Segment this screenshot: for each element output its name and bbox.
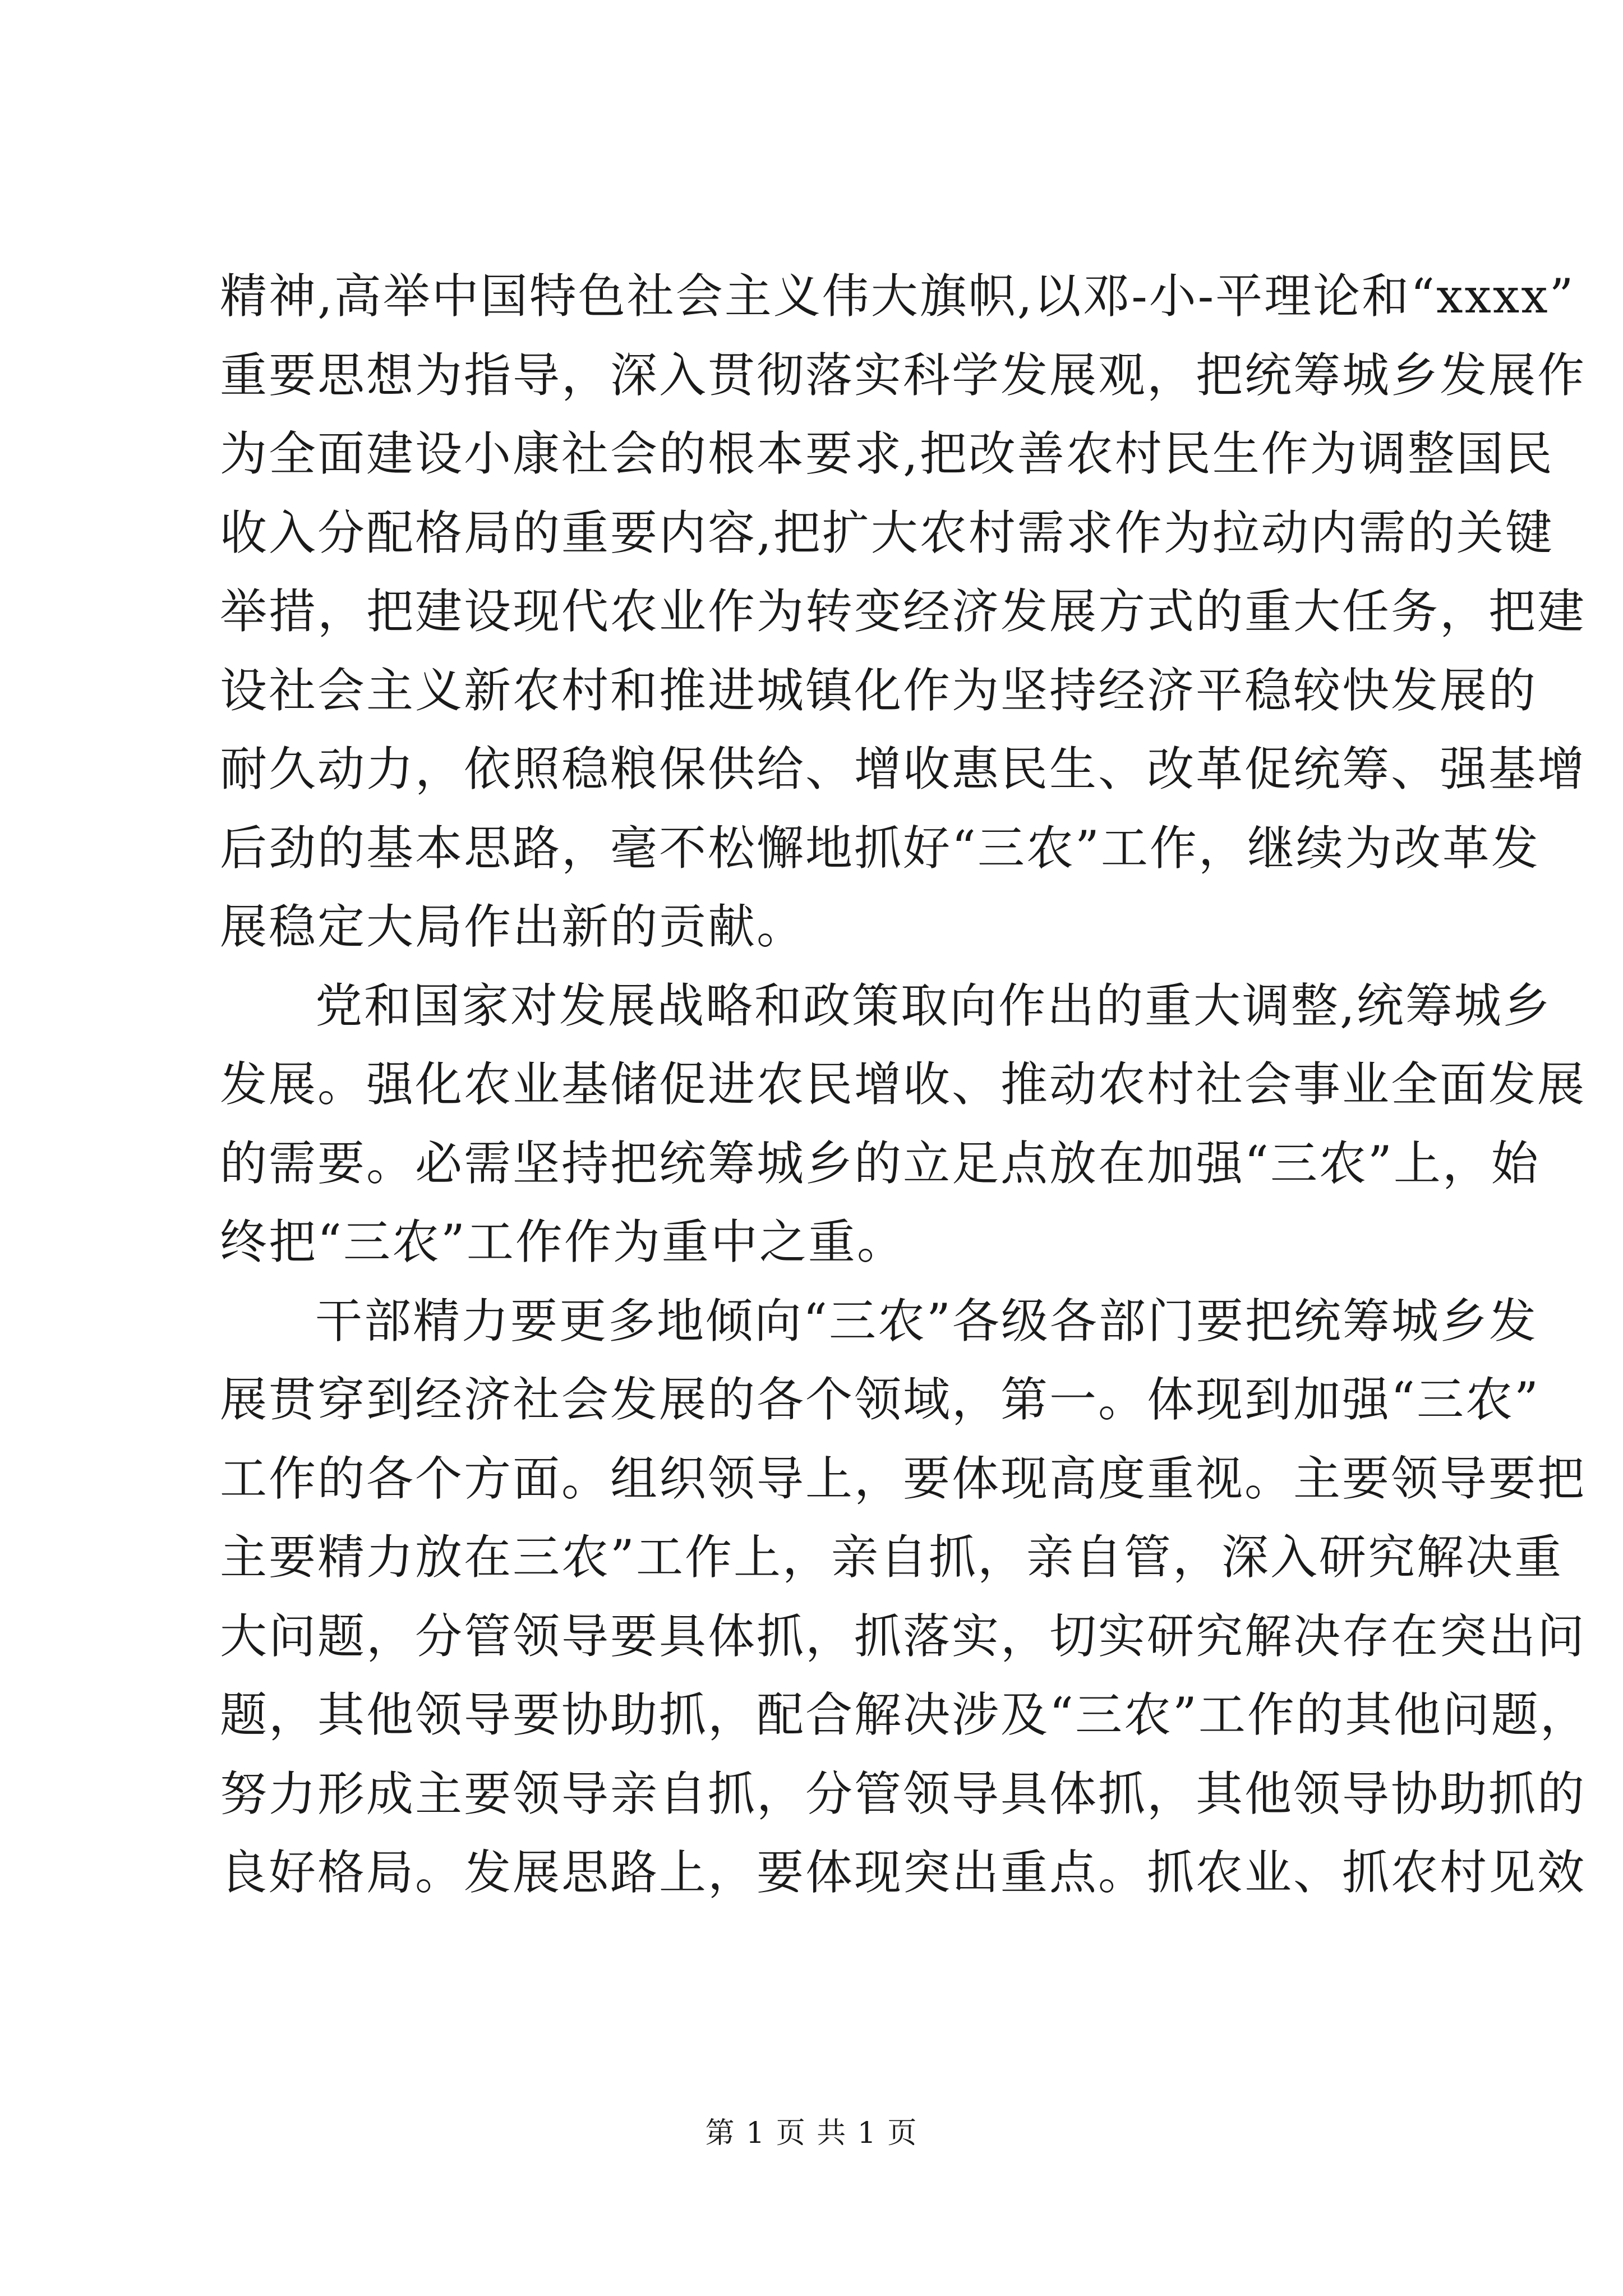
- text-line: 展稳定大局作出新的贡献。: [220, 899, 806, 954]
- document-body: [220, 257, 1589, 1912]
- text-line: 主要精力放在三农”工作上，亲自抓，亲自管，深入研究解决重: [220, 1530, 1563, 1585]
- text-line: 设社会主义新农村和推进城镇化作为坚持经济平稳较快发展的: [220, 662, 1538, 718]
- text-line: 努力形成主要领导亲自抓，分管领导具体抓，其他领导协助抓的: [220, 1766, 1587, 1821]
- paragraph: [220, 967, 1587, 1282]
- text-line: 党和国家对发展战略和政策取向作出的重大调整,统筹城乡: [315, 978, 1552, 1033]
- text-line: 终把“三农”工作作为重中之重。: [220, 1214, 906, 1269]
- text-line: 展贯穿到经济社会发展的各个领域，第一。体现到加强“三农”: [220, 1372, 1540, 1427]
- text-line: 为全面建设小康社会的根本要求,把改善农村民生作为调整国民: [220, 426, 1554, 481]
- paragraph: [220, 257, 1587, 967]
- text-line: 干部精力要更多地倾向“三农”各级各部门要把统筹城乡发: [315, 1293, 1538, 1349]
- paragraph: [220, 1282, 1589, 1912]
- text-line: 精神,高举中国特色社会主义伟大旗帜,以邓-小-平理论和“xxxx”: [220, 269, 1575, 324]
- text-line: 的需要。必需坚持把统筹城乡的立足点放在加强“三农”上，始: [220, 1135, 1540, 1191]
- text-line: 后劲的基本思路，毫不松懈地抓好“三农”工作，继续为改革发: [220, 820, 1540, 876]
- text-line: 题，其他领导要协助抓，配合解决涉及“三农”工作的其他问题，: [220, 1687, 1589, 1742]
- text-line: 大问题，分管领导要具体抓，抓落实，切实研究解决存在突出问: [220, 1608, 1587, 1664]
- text-line: 工作的各个方面。组织领导上，要体现高度重视。主要领导要把: [220, 1451, 1587, 1506]
- text-line: 收入分配格局的重要内容,把扩大农村需求作为拉动内需的关键: [220, 505, 1554, 560]
- text-line: 良好格局。发展思路上，要体现突出重点。抓农业、抓农村见效: [220, 1845, 1587, 1900]
- text-line: 重要思想为指导，深入贯彻落实科学发展观，把统筹城乡发展作: [220, 347, 1587, 403]
- text-line: 耐久动力，依照稳粮保供给、增收惠民生、改革促统筹、强基增: [220, 742, 1587, 797]
- text-line: 举措，把建设现代农业作为转变经济发展方式的重大任务，把建: [220, 584, 1587, 639]
- text-line: 发展。强化农业基储促进农民增收、推动农村社会事业全面发展: [220, 1057, 1587, 1112]
- page-footer: 第 1 页 共 1 页: [705, 2116, 918, 2150]
